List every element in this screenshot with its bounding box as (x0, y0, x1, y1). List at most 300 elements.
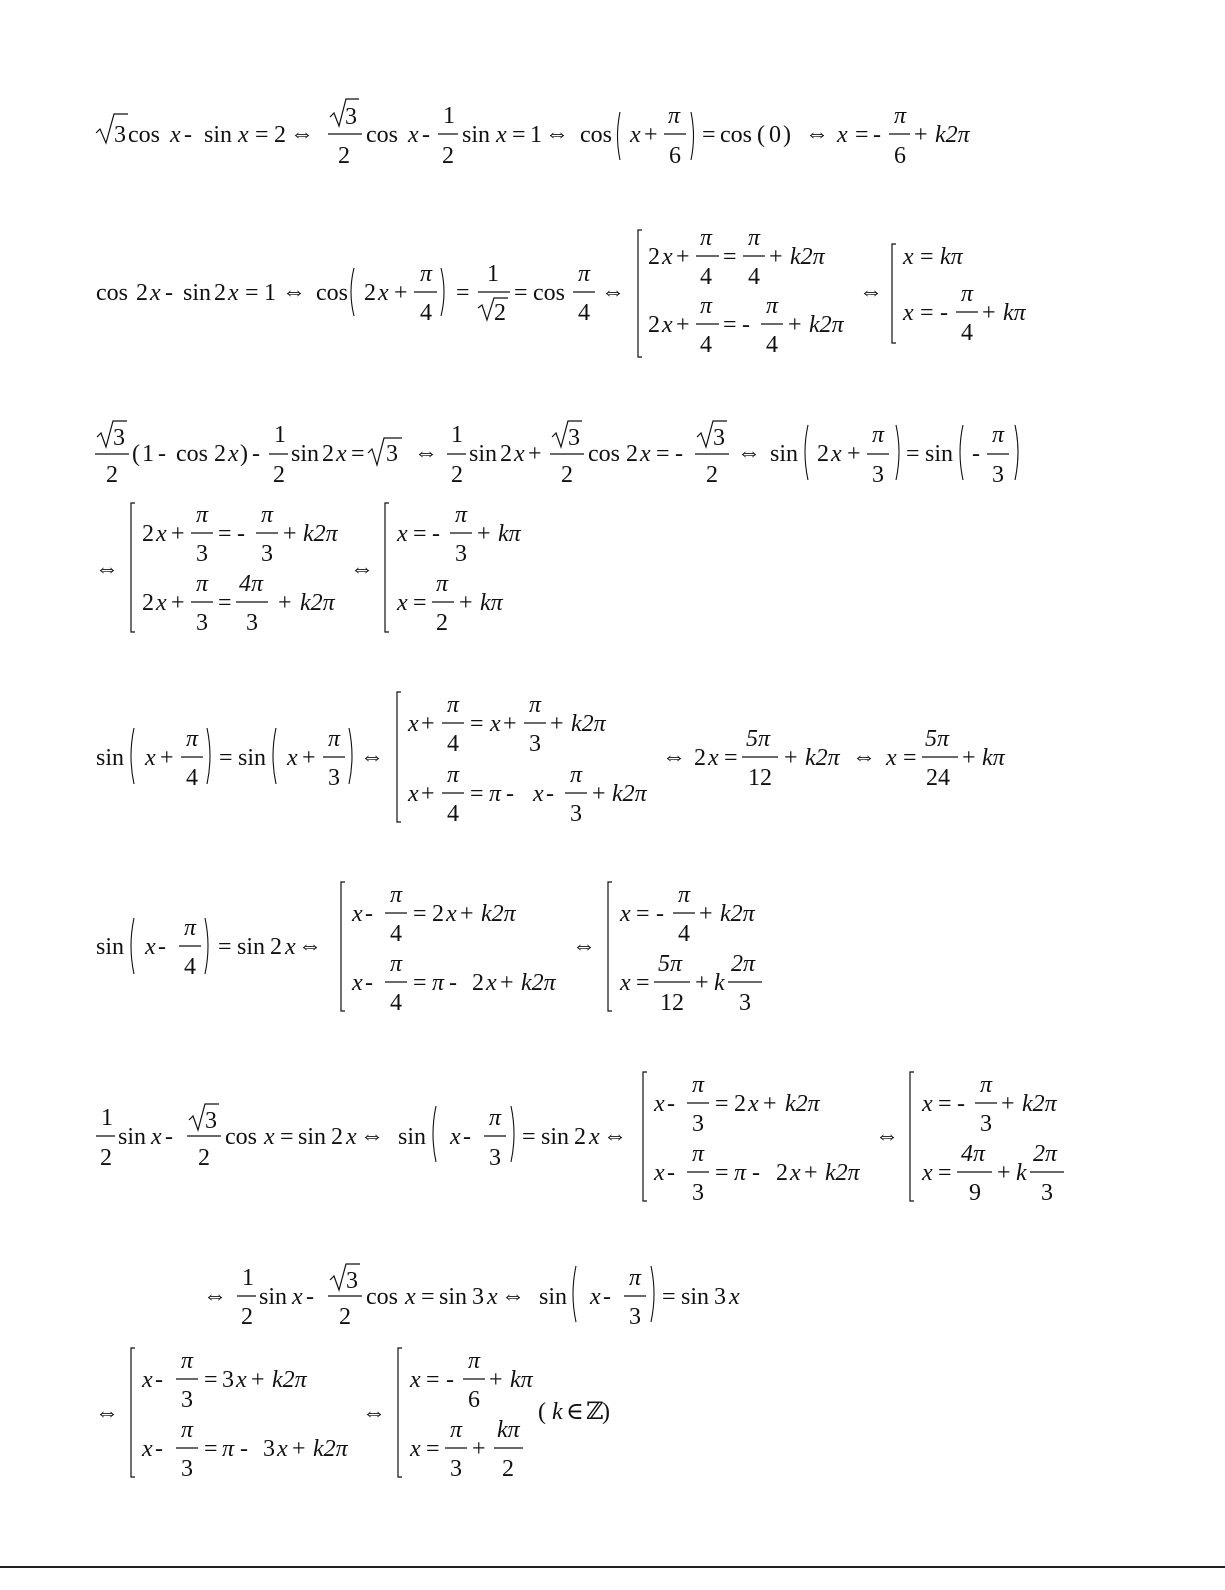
svg-text:x: x (277, 1436, 288, 1462)
svg-text:sin: sin (925, 441, 954, 467)
svg-text:+: + (283, 521, 297, 547)
svg-text:4π: 4π (239, 571, 264, 597)
svg-text:2: 2 (273, 462, 285, 488)
svg-text:3: 3 (489, 1145, 501, 1171)
svg-text:2: 2 (338, 143, 350, 169)
svg-text:3: 3 (714, 1284, 726, 1310)
svg-text:2: 2 (648, 244, 660, 270)
svg-text:=: = (702, 122, 716, 148)
svg-text:+: + (472, 1436, 486, 1462)
svg-text:3: 3 (346, 1268, 358, 1294)
svg-text:π: π (261, 502, 274, 528)
svg-text:x: x (620, 901, 631, 927)
svg-text:=: = (413, 521, 427, 547)
svg-text:=: = (413, 901, 427, 927)
svg-text:π: π (700, 293, 713, 319)
svg-text:x: x (336, 441, 347, 467)
svg-text:k2π: k2π (521, 970, 556, 996)
svg-text:x: x (170, 122, 181, 148)
svg-text:-: - (972, 441, 980, 467)
svg-text:2: 2 (142, 590, 154, 616)
svg-text:-: - (506, 781, 514, 807)
svg-text:+: + (784, 745, 798, 771)
equation-3 (95, 421, 1018, 488)
svg-text:-: - (158, 934, 166, 960)
svg-text:3: 3 (196, 610, 208, 636)
svg-text:x: x (142, 1367, 153, 1393)
svg-text:2: 2 (136, 280, 148, 306)
svg-text:3: 3 (114, 122, 126, 148)
svg-text:2: 2 (494, 300, 506, 326)
svg-text:3: 3 (872, 462, 884, 488)
svg-text:4: 4 (184, 954, 196, 980)
svg-text:x: x (228, 441, 239, 467)
svg-text:π: π (196, 571, 209, 597)
svg-text:3: 3 (472, 1284, 484, 1310)
svg-text:⇔: ⇔ (298, 933, 322, 959)
svg-text:x: x (397, 521, 408, 547)
svg-text:(: ( (538, 1399, 546, 1425)
svg-text:+: + (982, 300, 996, 326)
svg-text:π: π (992, 422, 1005, 448)
svg-text:sin: sin (298, 1124, 327, 1150)
equation-4 (96, 692, 1006, 827)
svg-text:π: π (748, 225, 761, 251)
svg-text:2: 2 (500, 441, 512, 467)
svg-text:1: 1 (242, 1265, 254, 1291)
svg-text:=: = (426, 1367, 440, 1393)
svg-text:3: 3 (181, 1456, 193, 1482)
svg-text:+: + (528, 441, 542, 467)
svg-text:sin: sin (259, 1284, 288, 1310)
svg-text:+: + (394, 280, 408, 306)
svg-text:2: 2 (734, 1091, 746, 1117)
svg-text:π: π (328, 726, 341, 752)
svg-text:sin: sin (118, 1124, 147, 1150)
svg-text:⇔: ⇔ (852, 744, 876, 770)
svg-text:+: + (477, 521, 491, 547)
svg-text:=: = (218, 934, 232, 960)
svg-text:=: = (903, 745, 917, 771)
svg-text:-: - (155, 1436, 163, 1462)
svg-text:k2π: k2π (809, 312, 844, 338)
svg-text:-: - (603, 1284, 611, 1310)
svg-text:+: + (914, 122, 928, 148)
svg-text:x: x (346, 1124, 357, 1150)
svg-text:=: = (218, 521, 232, 547)
svg-text:6: 6 (894, 143, 906, 169)
svg-text:=: = (724, 745, 738, 771)
svg-text:0: 0 (769, 122, 781, 148)
svg-text:k: k (1016, 1160, 1027, 1186)
svg-text:⇔: ⇔ (501, 1283, 525, 1309)
svg-text:=: = (636, 970, 650, 996)
svg-text:=: = (906, 441, 920, 467)
svg-text:x: x (496, 122, 507, 148)
svg-text:3: 3 (386, 441, 398, 467)
svg-text:sin: sin (539, 1284, 568, 1310)
svg-text:⇔: ⇔ (360, 1123, 384, 1149)
svg-text:⇔: ⇔ (805, 121, 829, 147)
svg-text:2: 2 (214, 280, 226, 306)
svg-text:ℤ: ℤ (586, 1399, 604, 1425)
svg-text:k2π: k2π (481, 901, 516, 927)
svg-text:3: 3 (713, 425, 725, 451)
svg-text:k2π: k2π (785, 1091, 820, 1117)
svg-text:x: x (405, 1284, 416, 1310)
svg-text:π: π (447, 762, 460, 788)
svg-text:x: x (486, 970, 497, 996)
svg-text:1: 1 (274, 422, 286, 448)
svg-text:3: 3 (529, 731, 541, 757)
svg-text:k2π: k2π (300, 590, 335, 616)
svg-text:cos: cos (96, 280, 128, 306)
svg-text:=: = (855, 122, 869, 148)
equation-5 (96, 882, 762, 1016)
svg-text:sin: sin (96, 934, 125, 960)
svg-text:k2π: k2π (272, 1367, 307, 1393)
svg-text:2: 2 (706, 462, 718, 488)
svg-text:5π: 5π (925, 726, 950, 752)
svg-text:+: + (644, 122, 658, 148)
svg-text:-: - (306, 1284, 314, 1310)
svg-text:+: + (592, 781, 606, 807)
svg-text:k2π: k2π (612, 781, 647, 807)
svg-text:x: x (238, 122, 249, 148)
svg-text:π: π (450, 1417, 463, 1443)
svg-text:π: π (181, 1348, 194, 1374)
svg-text:-: - (742, 312, 750, 338)
svg-text:⇔: ⇔ (95, 1400, 119, 1426)
svg-text:3: 3 (113, 425, 125, 451)
svg-text:sin: sin (469, 441, 498, 467)
svg-text:⇔: ⇔ (572, 933, 596, 959)
svg-text:x: x (654, 1160, 665, 1186)
svg-text:x: x (145, 745, 156, 771)
svg-text:9: 9 (969, 1180, 981, 1206)
svg-text:3: 3 (692, 1111, 704, 1137)
svg-text:x: x (886, 745, 897, 771)
svg-text:-: - (546, 781, 554, 807)
svg-text:π: π (420, 261, 433, 287)
svg-text:=: = (938, 1160, 952, 1186)
svg-text:x: x (450, 1124, 461, 1150)
svg-text:sin: sin (439, 1284, 468, 1310)
svg-text:+: + (302, 745, 316, 771)
svg-text:x: x (831, 441, 842, 467)
svg-text:=: = (255, 122, 269, 148)
svg-text:x: x (236, 1367, 247, 1393)
svg-text:): ) (602, 1399, 610, 1425)
svg-text:x: x (378, 280, 389, 306)
svg-text:1: 1 (101, 1105, 113, 1131)
svg-text:+: + (160, 745, 174, 771)
svg-text:π: π (489, 781, 502, 807)
svg-text:3: 3 (222, 1367, 234, 1393)
svg-text:⇔: ⇔ (95, 556, 119, 582)
svg-text:+: + (292, 1436, 306, 1462)
svg-text:-: - (463, 1124, 471, 1150)
svg-text:⇔: ⇔ (414, 440, 438, 466)
svg-text:1: 1 (451, 422, 463, 448)
svg-text:2: 2 (648, 312, 660, 338)
svg-text:x: x (397, 590, 408, 616)
svg-text:-: - (158, 441, 166, 467)
svg-text:+: + (804, 1160, 818, 1186)
svg-text:=: = (413, 590, 427, 616)
svg-text:2: 2 (241, 1304, 253, 1330)
svg-text:=: = (351, 441, 365, 467)
svg-text:4: 4 (390, 921, 402, 947)
svg-text:-: - (184, 122, 192, 148)
svg-text:x: x (287, 745, 298, 771)
equation-6 (96, 1072, 1064, 1206)
svg-text:-: - (752, 1160, 760, 1186)
svg-text:⇔: ⇔ (290, 121, 314, 147)
svg-text:+: + (550, 711, 564, 737)
svg-text:-: - (165, 1124, 173, 1150)
svg-text:+: + (459, 590, 473, 616)
svg-text:2: 2 (339, 1304, 351, 1330)
svg-text:-: - (957, 1091, 965, 1117)
equation-2 (96, 225, 1027, 358)
svg-text:x: x (748, 1091, 759, 1117)
svg-text:cos: cos (720, 122, 752, 148)
svg-text:cos: cos (316, 280, 348, 306)
svg-text:x: x (790, 1160, 801, 1186)
svg-text:2: 2 (364, 280, 376, 306)
svg-text:=: = (512, 122, 526, 148)
svg-text:+: + (695, 970, 709, 996)
svg-text:π: π (692, 1141, 705, 1167)
svg-text:+: + (676, 312, 690, 338)
svg-text:3: 3 (450, 1456, 462, 1482)
svg-text:3: 3 (980, 1111, 992, 1137)
svg-text:π: π (436, 571, 449, 597)
svg-text:⇔: ⇔ (203, 1283, 227, 1309)
svg-text:2: 2 (198, 1145, 210, 1171)
svg-text:=: = (204, 1436, 218, 1462)
svg-text:π: π (578, 261, 591, 287)
svg-text:3: 3 (1041, 1180, 1053, 1206)
svg-text:=: = (723, 312, 737, 338)
svg-text:3: 3 (992, 462, 1004, 488)
svg-text:+: + (676, 244, 690, 270)
svg-text:⇔: ⇔ (362, 1400, 386, 1426)
equation-1 (96, 99, 971, 169)
svg-text:sin: sin (398, 1124, 427, 1150)
svg-text:π: π (455, 502, 468, 528)
svg-text:2: 2 (100, 1145, 112, 1171)
svg-text:(: ( (132, 441, 140, 467)
svg-text:-: - (252, 441, 260, 467)
svg-text:x: x (292, 1284, 303, 1310)
svg-text:+: + (788, 312, 802, 338)
svg-text:2: 2 (214, 441, 226, 467)
svg-text:kπ: kπ (480, 590, 503, 616)
svg-text:x: x (410, 1436, 421, 1462)
svg-text:sin: sin (183, 280, 212, 306)
svg-text:-: - (365, 970, 373, 996)
svg-text:=: = (245, 280, 259, 306)
svg-text:=: = (723, 244, 737, 270)
svg-text:cos: cos (225, 1124, 257, 1150)
svg-text:x: x (408, 122, 419, 148)
svg-text:3: 3 (328, 765, 340, 791)
svg-text:1: 1 (443, 103, 455, 129)
svg-text:2: 2 (331, 1124, 343, 1150)
svg-text:π: π (181, 1417, 194, 1443)
svg-text:3: 3 (455, 541, 467, 567)
svg-text:=: = (514, 280, 528, 306)
svg-text:cos: cos (176, 441, 208, 467)
svg-text:π: π (186, 726, 199, 752)
svg-text:1: 1 (142, 441, 154, 467)
svg-text:4: 4 (766, 332, 778, 358)
svg-text:=: = (426, 1436, 440, 1462)
svg-text:x: x (142, 1436, 153, 1462)
svg-text:cos: cos (580, 122, 612, 148)
svg-text:kπ: kπ (1003, 300, 1026, 326)
svg-text:2: 2 (502, 1456, 514, 1482)
svg-text:): ) (783, 122, 791, 148)
svg-text:sin: sin (681, 1284, 710, 1310)
svg-text:-: - (873, 122, 881, 148)
svg-text:6: 6 (669, 143, 681, 169)
svg-text:π: π (980, 1072, 993, 1098)
svg-text:x: x (487, 1284, 498, 1310)
svg-text:x: x (150, 280, 161, 306)
svg-text:2: 2 (142, 521, 154, 547)
svg-text:π: π (700, 225, 713, 251)
svg-text:kπ: kπ (497, 1417, 520, 1443)
svg-text:x: x (490, 711, 501, 737)
svg-text:π: π (390, 882, 403, 908)
svg-text:x: x (922, 1160, 933, 1186)
svg-text:x: x (590, 1284, 601, 1310)
svg-text:12: 12 (748, 765, 772, 791)
svg-text:=: = (920, 244, 934, 270)
svg-text:3: 3 (181, 1387, 193, 1413)
svg-text:+: + (769, 244, 783, 270)
svg-text:4: 4 (748, 264, 760, 290)
svg-text:=: = (938, 1091, 952, 1117)
svg-text:3: 3 (246, 610, 258, 636)
svg-text:6: 6 (468, 1387, 480, 1413)
svg-text:cos: cos (588, 441, 620, 467)
svg-text:+: + (421, 781, 435, 807)
page-bottom-rule (0, 1566, 1225, 1568)
svg-text:=: = (456, 280, 470, 306)
svg-text:2π: 2π (1033, 1141, 1058, 1167)
svg-text:+: + (847, 441, 861, 467)
svg-text:π: π (432, 970, 445, 996)
svg-text:⇔: ⇔ (350, 556, 374, 582)
svg-text:24: 24 (926, 765, 950, 791)
svg-text:+: + (503, 711, 517, 737)
svg-text:cos: cos (366, 1284, 398, 1310)
svg-text:=: = (920, 300, 934, 326)
svg-text:2: 2 (322, 441, 334, 467)
equation-7 (203, 1264, 740, 1330)
svg-text:k2π: k2π (1022, 1091, 1057, 1117)
svg-text:=: = (413, 970, 427, 996)
svg-text:3: 3 (196, 541, 208, 567)
svg-text:+: + (251, 1367, 265, 1393)
svg-text:sin: sin (462, 122, 491, 148)
svg-text:x: x (151, 1124, 162, 1150)
svg-text:2: 2 (432, 901, 444, 927)
svg-text:=: = (656, 441, 670, 467)
svg-text:+: + (421, 711, 435, 737)
svg-text:kπ: kπ (510, 1367, 533, 1393)
svg-text:x: x (903, 244, 914, 270)
svg-text:π: π (489, 1105, 502, 1131)
svg-text:cos: cos (533, 280, 565, 306)
svg-text:x: x (533, 781, 544, 807)
svg-text:π: π (734, 1160, 747, 1186)
svg-text:-: - (237, 521, 245, 547)
svg-text:3: 3 (261, 541, 273, 567)
svg-text:x: x (837, 122, 848, 148)
svg-text:12: 12 (660, 990, 684, 1016)
svg-text:4: 4 (390, 990, 402, 1016)
svg-text:=: = (662, 1284, 676, 1310)
svg-text:cos: cos (366, 122, 398, 148)
svg-text:π: π (184, 915, 197, 941)
svg-text:⇔: ⇔ (859, 279, 883, 305)
svg-text:k2π: k2π (805, 745, 840, 771)
svg-text:+: + (171, 590, 185, 616)
svg-text:=: = (715, 1091, 729, 1117)
svg-text:⇔: ⇔ (875, 1123, 899, 1149)
svg-text:x: x (620, 970, 631, 996)
svg-text:+: + (171, 521, 185, 547)
svg-text:π: π (629, 1265, 642, 1291)
svg-text:x: x (408, 781, 419, 807)
svg-text:2: 2 (442, 143, 454, 169)
svg-text:4: 4 (678, 921, 690, 947)
svg-text:x: x (352, 901, 363, 927)
svg-text:x: x (640, 441, 651, 467)
svg-text:π: π (468, 1348, 481, 1374)
svg-text:x: x (446, 901, 457, 927)
svg-text:5π: 5π (746, 726, 771, 752)
svg-text:=: = (421, 1284, 435, 1310)
svg-text:x: x (264, 1124, 275, 1150)
svg-text:π: π (222, 1436, 235, 1462)
svg-text:=: = (219, 745, 233, 771)
svg-text:4: 4 (700, 332, 712, 358)
svg-text:): ) (240, 441, 248, 467)
svg-text:x: x (589, 1124, 600, 1150)
svg-text:π: π (692, 1072, 705, 1098)
svg-text:1: 1 (264, 280, 276, 306)
svg-text:+: + (997, 1160, 1011, 1186)
svg-text:=: = (522, 1124, 536, 1150)
svg-text:+: + (489, 1367, 503, 1393)
svg-text:kπ: kπ (982, 745, 1005, 771)
svg-text:π: π (668, 103, 681, 129)
svg-text:2: 2 (274, 122, 286, 148)
svg-text:sin: sin (96, 745, 125, 771)
svg-text:-: - (165, 280, 173, 306)
svg-text:2: 2 (561, 462, 573, 488)
svg-text:3: 3 (568, 425, 580, 451)
svg-text:=: = (470, 711, 484, 737)
svg-text:2: 2 (270, 934, 282, 960)
svg-text:+: + (500, 970, 514, 996)
